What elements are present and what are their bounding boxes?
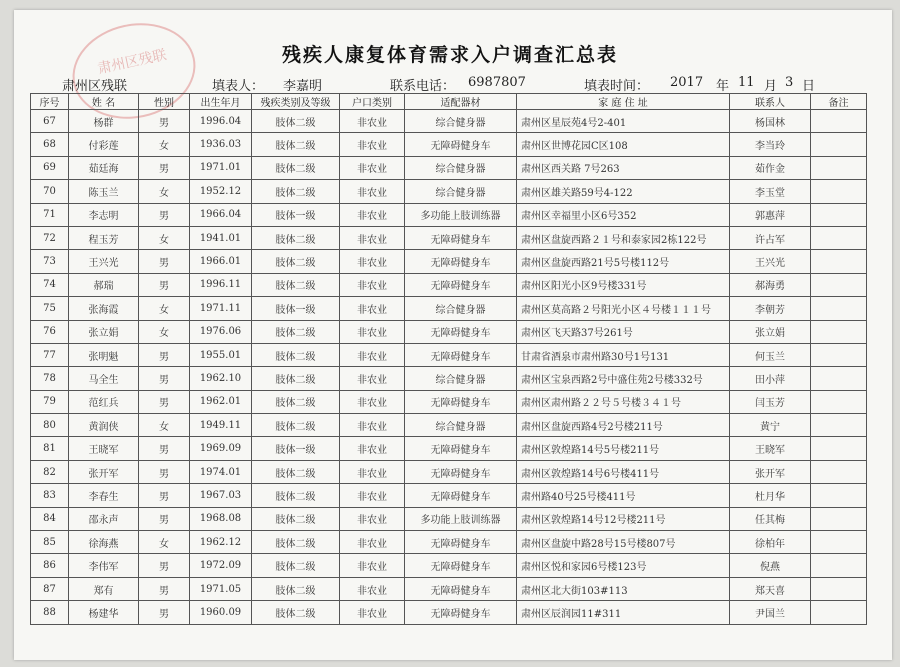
cell-birth: 1936.03 (190, 133, 252, 156)
cell-birth: 1966.01 (190, 250, 252, 273)
cell-birth: 1996.11 (190, 273, 252, 296)
cell-address: 肃州区盘旋西路２１号和泰家园2栋122号 (517, 226, 730, 249)
table-row (31, 226, 867, 249)
cell-equipment: 多功能上肢训练器 (405, 507, 517, 530)
cell-name: 黄润侠 (69, 414, 139, 437)
table-row (31, 390, 867, 413)
cell-equipment: 综合健身器 (405, 156, 517, 179)
cell-remark (811, 297, 867, 320)
table-row (31, 273, 867, 296)
cell-household: 非农业 (340, 531, 405, 554)
cell-remark (811, 577, 867, 600)
cell-contact: 王兴光 (730, 250, 811, 273)
cell-address: 肃州区敦煌路14号6号楼411号 (517, 460, 730, 483)
filler-label: 填表人： (212, 79, 265, 94)
cell-household: 非农业 (340, 297, 405, 320)
cell-address: 肃州路40号25号楼411号 (517, 484, 730, 507)
col-header-no: 序号 (31, 94, 69, 110)
cell-household: 非农业 (340, 414, 405, 437)
cell-remark (811, 437, 867, 460)
cell-no: 80 (31, 414, 69, 437)
cell-equipment: 无障碍健身车 (405, 554, 517, 577)
cell-no: 86 (31, 554, 69, 577)
date-month-unit: 月 (764, 79, 778, 94)
cell-gender: 男 (139, 110, 190, 133)
cell-remark (811, 414, 867, 437)
col-header-name: 姓 名 (69, 94, 139, 110)
cell-contact: 张立娟 (730, 320, 811, 343)
date-year-unit: 年 (716, 79, 730, 94)
cell-remark (811, 343, 867, 366)
cell-address: 肃州区盘旋西路4号2号楼211号 (517, 414, 730, 437)
cell-disability: 肢体二级 (252, 484, 340, 507)
page-title: 残疾人康复体育需求入户调查汇总表 (281, 44, 618, 66)
cell-gender: 男 (139, 273, 190, 296)
cell-contact: 李朝芳 (730, 297, 811, 320)
table-row (31, 297, 867, 320)
cell-birth: 1971.01 (190, 156, 252, 179)
cell-equipment: 无障碍健身车 (405, 437, 517, 460)
cell-name: 张立娟 (69, 320, 139, 343)
cell-no: 67 (31, 110, 69, 133)
col-header-birth: 出生年月 (190, 94, 252, 110)
cell-birth: 1955.01 (190, 343, 252, 366)
table-row (31, 484, 867, 507)
cell-name: 王晓军 (69, 437, 139, 460)
cell-remark (811, 226, 867, 249)
cell-contact: 李当玲 (730, 133, 811, 156)
cell-remark (811, 156, 867, 179)
cell-equipment: 无障碍健身车 (405, 460, 517, 483)
cell-disability: 肢体二级 (252, 133, 340, 156)
cell-no: 81 (31, 437, 69, 460)
cell-address: 肃州区西关路 7号263 (517, 156, 730, 179)
cell-contact: 郑天喜 (730, 577, 811, 600)
cell-no: 78 (31, 367, 69, 390)
cell-remark (811, 367, 867, 390)
cell-household: 非农业 (340, 133, 405, 156)
col-header-equipment: 适配器材 (405, 94, 517, 110)
cell-contact: 黄宁 (730, 414, 811, 437)
cell-gender: 女 (139, 531, 190, 554)
cell-contact: 徐柏年 (730, 531, 811, 554)
cell-birth: 1976.06 (190, 320, 252, 343)
cell-disability: 肢体二级 (252, 273, 340, 296)
cell-household: 非农业 (340, 554, 405, 577)
cell-gender: 男 (139, 343, 190, 366)
table-row (31, 110, 867, 133)
table-row (31, 437, 867, 460)
cell-equipment: 无障碍健身车 (405, 250, 517, 273)
cell-birth: 1971.11 (190, 297, 252, 320)
cell-address: 肃州区阳光小区9号楼331号 (517, 273, 730, 296)
cell-name: 陈玉兰 (69, 180, 139, 203)
cell-contact: 杜月华 (730, 484, 811, 507)
cell-address: 肃州区肃州路２２号５号楼３４１号 (517, 390, 730, 413)
table-row (31, 250, 867, 273)
cell-household: 非农业 (340, 484, 405, 507)
cell-gender: 女 (139, 320, 190, 343)
table-row (31, 180, 867, 203)
cell-no: 76 (31, 320, 69, 343)
cell-no: 84 (31, 507, 69, 530)
col-header-contact: 联系人 (730, 94, 811, 110)
cell-equipment: 无障碍健身车 (405, 343, 517, 366)
cell-disability: 肢体二级 (252, 320, 340, 343)
cell-contact: 张开军 (730, 460, 811, 483)
cell-name: 郝瑞 (69, 273, 139, 296)
cell-name: 范红兵 (69, 390, 139, 413)
phone-number: 6987807 (468, 75, 526, 90)
cell-birth: 1967.03 (190, 484, 252, 507)
cell-address: 肃州区辰润园11#311 (517, 601, 730, 624)
cell-contact: 任其梅 (730, 507, 811, 530)
cell-equipment: 无障碍健身车 (405, 577, 517, 600)
table-header-row (31, 94, 867, 110)
cell-equipment: 无障碍健身车 (405, 273, 517, 296)
cell-no: 77 (31, 343, 69, 366)
cell-contact: 郭惠萍 (730, 203, 811, 226)
cell-address: 肃州区盘旋西路21号5号楼112号 (517, 250, 730, 273)
cell-remark (811, 273, 867, 296)
cell-no: 72 (31, 226, 69, 249)
cell-disability: 肢体二级 (252, 180, 340, 203)
cell-gender: 女 (139, 297, 190, 320)
cell-gender: 男 (139, 437, 190, 460)
cell-equipment: 无障碍健身车 (405, 484, 517, 507)
cell-birth: 1962.12 (190, 531, 252, 554)
cell-disability: 肢体二级 (252, 414, 340, 437)
cell-household: 非农业 (340, 226, 405, 249)
cell-disability: 肢体二级 (252, 390, 340, 413)
cell-no: 73 (31, 250, 69, 273)
cell-address: 肃州区盘旋中路28号15号楼807号 (517, 531, 730, 554)
cell-birth: 1952.12 (190, 180, 252, 203)
cell-name: 李春生 (69, 484, 139, 507)
cell-gender: 男 (139, 367, 190, 390)
cell-contact: 郝海勇 (730, 273, 811, 296)
cell-household: 非农业 (340, 460, 405, 483)
col-header-household: 户口类别 (340, 94, 405, 110)
cell-birth: 1962.01 (190, 390, 252, 413)
filler-name: 李嘉明 (283, 79, 323, 94)
cell-gender: 男 (139, 390, 190, 413)
cell-name: 邵永声 (69, 507, 139, 530)
table-row (31, 367, 867, 390)
cell-disability: 肢体一级 (252, 203, 340, 226)
cell-contact: 尹国兰 (730, 601, 811, 624)
cell-disability: 肢体二级 (252, 250, 340, 273)
cell-birth: 1941.01 (190, 226, 252, 249)
table-row (31, 507, 867, 530)
cell-address: 肃州区幸福里小区6号352 (517, 203, 730, 226)
cell-no: 79 (31, 390, 69, 413)
cell-remark (811, 484, 867, 507)
cell-gender: 男 (139, 203, 190, 226)
cell-contact: 茹作金 (730, 156, 811, 179)
col-header-remark: 备注 (811, 94, 867, 110)
col-header-address: 家 庭 住 址 (517, 94, 730, 110)
table-row (31, 554, 867, 577)
cell-remark (811, 390, 867, 413)
cell-contact: 何玉兰 (730, 343, 811, 366)
cell-household: 非农业 (340, 203, 405, 226)
cell-disability: 肢体二级 (252, 110, 340, 133)
cell-contact: 闫玉芳 (730, 390, 811, 413)
table-row (31, 156, 867, 179)
table-row (31, 133, 867, 156)
cell-address: 肃州区世博花园C区108 (517, 133, 730, 156)
cell-gender: 男 (139, 507, 190, 530)
cell-gender: 男 (139, 484, 190, 507)
cell-disability: 肢体二级 (252, 156, 340, 179)
cell-contact: 田小萍 (730, 367, 811, 390)
cell-gender: 女 (139, 180, 190, 203)
cell-no: 82 (31, 460, 69, 483)
cell-name: 茹廷海 (69, 156, 139, 179)
table-row (31, 203, 867, 226)
cell-disability: 肢体二级 (252, 507, 340, 530)
cell-name: 李志明 (69, 203, 139, 226)
cell-birth: 1962.10 (190, 367, 252, 390)
cell-equipment: 无障碍健身车 (405, 531, 517, 554)
cell-no: 83 (31, 484, 69, 507)
cell-birth: 1996.04 (190, 110, 252, 133)
cell-household: 非农业 (340, 601, 405, 624)
col-header-disability: 残疾类别及等级 (252, 94, 340, 110)
cell-no: 74 (31, 273, 69, 296)
cell-name: 张明魁 (69, 343, 139, 366)
cell-birth: 1971.05 (190, 577, 252, 600)
cell-gender: 男 (139, 460, 190, 483)
cell-address: 肃州区宝泉西路2号中盛住苑2号楼332号 (517, 367, 730, 390)
cell-birth: 1966.04 (190, 203, 252, 226)
survey-table (30, 93, 867, 625)
cell-name: 马全生 (69, 367, 139, 390)
cell-disability: 肢体二级 (252, 577, 340, 600)
date-day: 3 (785, 75, 794, 90)
cell-no: 88 (31, 601, 69, 624)
cell-equipment: 综合健身器 (405, 367, 517, 390)
cell-contact: 倪燕 (730, 554, 811, 577)
cell-birth: 1969.09 (190, 437, 252, 460)
cell-equipment: 多功能上肢训练器 (405, 203, 517, 226)
cell-birth: 1949.11 (190, 414, 252, 437)
cell-remark (811, 203, 867, 226)
cell-name: 程玉芳 (69, 226, 139, 249)
cell-disability: 肢体二级 (252, 367, 340, 390)
cell-name: 张开军 (69, 460, 139, 483)
cell-address: 肃州区敦煌路14号12号楼211号 (517, 507, 730, 530)
cell-contact: 王晓军 (730, 437, 811, 460)
cell-disability: 肢体二级 (252, 343, 340, 366)
cell-address: 肃州区飞天路37号261号 (517, 320, 730, 343)
cell-remark (811, 180, 867, 203)
cell-disability: 肢体二级 (252, 226, 340, 249)
cell-gender: 男 (139, 156, 190, 179)
cell-household: 非农业 (340, 156, 405, 179)
org-name: 肃州区残联 (62, 79, 128, 94)
cell-birth: 1960.09 (190, 601, 252, 624)
cell-household: 非农业 (340, 390, 405, 413)
cell-contact: 李玉堂 (730, 180, 811, 203)
svg-text:肃州区残联: 肃州区残联 (96, 47, 169, 78)
cell-address: 肃州区莫高路２号阳光小区４号楼１１１号 (517, 297, 730, 320)
cell-household: 非农业 (340, 250, 405, 273)
cell-gender: 女 (139, 226, 190, 249)
cell-no: 68 (31, 133, 69, 156)
cell-birth: 1974.01 (190, 460, 252, 483)
cell-household: 非农业 (340, 367, 405, 390)
cell-remark (811, 531, 867, 554)
cell-name: 郑有 (69, 577, 139, 600)
cell-name: 李伟军 (69, 554, 139, 577)
cell-remark (811, 601, 867, 624)
cell-name: 付彩莲 (69, 133, 139, 156)
cell-household: 非农业 (340, 320, 405, 343)
cell-equipment: 综合健身器 (405, 297, 517, 320)
cell-remark (811, 250, 867, 273)
cell-disability: 肢体一级 (252, 437, 340, 460)
table-row (31, 531, 867, 554)
date-label: 填表时间： (584, 79, 650, 94)
col-header-gender: 性别 (139, 94, 190, 110)
cell-household: 非农业 (340, 180, 405, 203)
cell-equipment: 无障碍健身车 (405, 226, 517, 249)
cell-remark (811, 320, 867, 343)
table-row (31, 577, 867, 600)
cell-disability: 肢体二级 (252, 531, 340, 554)
cell-equipment: 综合健身器 (405, 414, 517, 437)
cell-address: 肃州区北大街103#113 (517, 577, 730, 600)
cell-gender: 女 (139, 414, 190, 437)
cell-disability: 肢体二级 (252, 554, 340, 577)
cell-disability: 肢体一级 (252, 297, 340, 320)
cell-remark (811, 460, 867, 483)
cell-name: 杨建华 (69, 601, 139, 624)
phone-label: 联系电话： (390, 79, 456, 94)
cell-no: 75 (31, 297, 69, 320)
cell-household: 非农业 (340, 577, 405, 600)
cell-remark (811, 554, 867, 577)
cell-name: 徐海燕 (69, 531, 139, 554)
cell-household: 非农业 (340, 273, 405, 296)
cell-disability: 肢体二级 (252, 460, 340, 483)
cell-birth: 1968.08 (190, 507, 252, 530)
cell-equipment: 无障碍健身车 (405, 390, 517, 413)
cell-gender: 女 (139, 133, 190, 156)
cell-address: 肃州区雄关路59号4-122 (517, 180, 730, 203)
cell-gender: 男 (139, 250, 190, 273)
cell-household: 非农业 (340, 437, 405, 460)
table-row (31, 601, 867, 624)
cell-disability: 肢体二级 (252, 601, 340, 624)
cell-no: 87 (31, 577, 69, 600)
table-row (31, 320, 867, 343)
cell-remark (811, 110, 867, 133)
cell-no: 71 (31, 203, 69, 226)
cell-gender: 男 (139, 554, 190, 577)
date-year: 2017 (670, 75, 704, 90)
cell-equipment: 综合健身器 (405, 110, 517, 133)
cell-equipment: 综合健身器 (405, 180, 517, 203)
cell-equipment: 无障碍健身车 (405, 320, 517, 343)
cell-address: 肃州区敦煌路14号5号楼211号 (517, 437, 730, 460)
cell-address: 肃州区悦和家园6号楼123号 (517, 554, 730, 577)
cell-equipment: 无障碍健身车 (405, 601, 517, 624)
cell-name: 杨群 (69, 110, 139, 133)
cell-birth: 1972.09 (190, 554, 252, 577)
cell-remark (811, 507, 867, 530)
cell-equipment: 无障碍健身车 (405, 133, 517, 156)
cell-no: 85 (31, 531, 69, 554)
cell-no: 69 (31, 156, 69, 179)
table-row (31, 414, 867, 437)
table-row (31, 343, 867, 366)
cell-contact: 杨国林 (730, 110, 811, 133)
cell-gender: 男 (139, 577, 190, 600)
cell-household: 非农业 (340, 507, 405, 530)
cell-household: 非农业 (340, 110, 405, 133)
table-row (31, 460, 867, 483)
cell-gender: 男 (139, 601, 190, 624)
date-day-unit: 日 (802, 79, 816, 94)
cell-name: 王兴光 (69, 250, 139, 273)
cell-name: 张海霞 (69, 297, 139, 320)
cell-no: 70 (31, 180, 69, 203)
cell-address: 甘肃省酒泉市肃州路30号1号131 (517, 343, 730, 366)
date-month: 11 (738, 75, 755, 90)
cell-household: 非农业 (340, 343, 405, 366)
cell-address: 肃州区星辰苑4号2-401 (517, 110, 730, 133)
cell-contact: 许占军 (730, 226, 811, 249)
cell-remark (811, 133, 867, 156)
